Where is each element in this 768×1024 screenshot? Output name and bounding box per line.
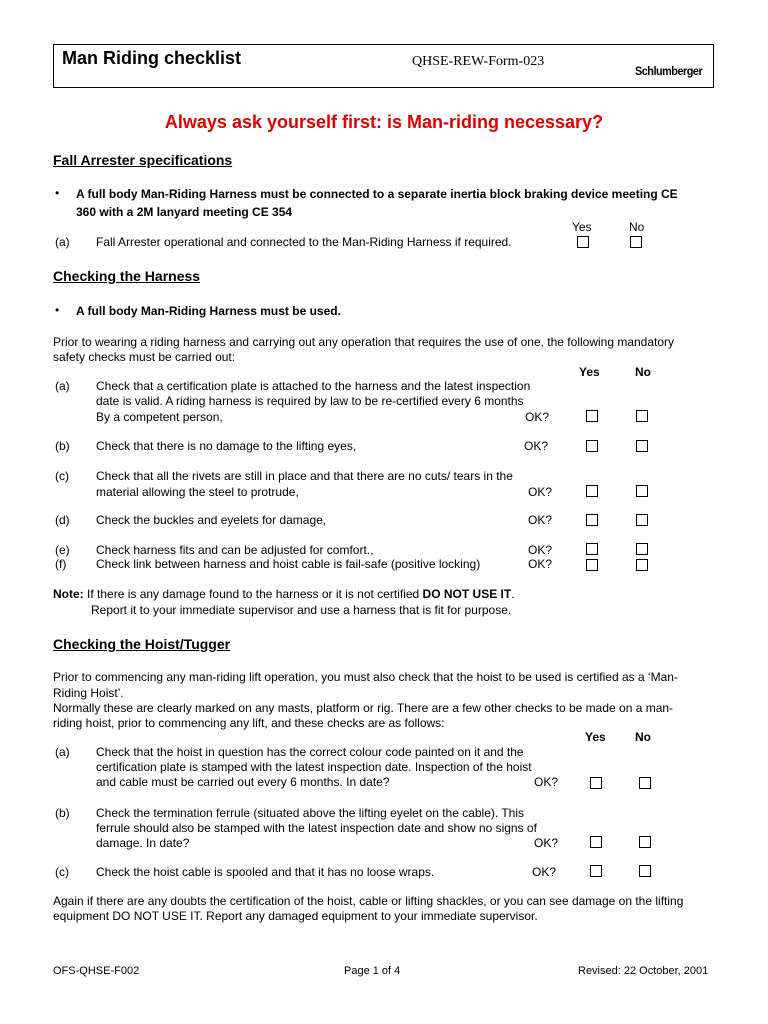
hoist-closing-line2: equipment DO NOT USE IT. Report any damaged equipment to your immediate supervisor.	[53, 909, 538, 923]
item-letter: (a)	[55, 379, 70, 393]
item-letter: (b)	[55, 806, 70, 820]
no-column-label: No	[635, 365, 651, 379]
item-letter: (a)	[55, 235, 70, 249]
harness-note-line1	[53, 587, 515, 601]
form-code: QHSE-REW-Form-023	[412, 54, 545, 69]
item-text-line: Check that the hoist in question has the correct colour code painted on it and the	[96, 745, 524, 759]
note-period: .	[511, 587, 515, 601]
item-text-line: Check harness fits and can be adjusted for comfort.,	[96, 543, 374, 557]
item-text-line: By a competent person,	[96, 410, 223, 424]
item-letter: (f)	[55, 557, 67, 571]
item-text-line: certification plate is stamped with the latest inspection date. Inspection of the hoist	[96, 760, 532, 774]
item-text-line: and cable must be carried out every 6 months. In date?	[96, 775, 390, 789]
note-text: If there is any damage found to the harness or it is not certified	[87, 587, 420, 601]
harness-e-no-checkbox[interactable]	[636, 543, 648, 555]
hoist-b-no-checkbox[interactable]	[639, 836, 651, 848]
item-text-line: material allowing the steel to protrude,	[96, 485, 299, 499]
item-text: Fall Arrester operational and connected to the Man-Riding Harness if required.	[96, 235, 512, 249]
item-text-line: date is valid. A riding harness is required by law to be re-certified every 6 months	[96, 394, 524, 408]
item-text-line: Check that there is no damage to the lifting eyes,	[96, 439, 357, 453]
item-text-line: Check the buckles and eyelets for damage,	[96, 513, 327, 527]
harness-b-no-checkbox[interactable]	[636, 440, 648, 452]
harness-a-no-checkbox[interactable]	[636, 410, 648, 422]
ok-label: OK?	[524, 439, 549, 453]
item-text-line: Check the hoist cable is spooled and that it has no loose wraps.	[96, 865, 435, 879]
hoist-intro-line: riding hoist, prior to commencing any lift, and these checks are as follows:	[53, 716, 445, 730]
harness-d-no-checkbox[interactable]	[636, 514, 648, 526]
hoist-intro-line: Prior to commencing any man-riding lift operation, you must also check that the hoist to be used is certified as a ‘Man-	[53, 670, 678, 684]
ok-label: OK?	[532, 865, 557, 879]
ok-label: OK?	[528, 543, 553, 557]
hoist-intro-line: Riding Hoist’.	[53, 686, 124, 700]
fall-arrester-a-no-checkbox[interactable]	[630, 236, 642, 248]
harness-a-yes-checkbox[interactable]	[586, 410, 598, 422]
harness-c-yes-checkbox[interactable]	[586, 485, 598, 497]
item-letter: (e)	[55, 543, 70, 557]
bullet-icon: •	[55, 303, 60, 317]
harness-bullet: A full body Man-Riding Harness must be used.	[76, 304, 341, 318]
no-column-label: No	[629, 220, 645, 234]
harness-c-no-checkbox[interactable]	[636, 485, 648, 497]
footer-form-id: OFS-QHSE-F002	[53, 965, 140, 977]
item-text-line: Check that all the rivets are still in place and that there are no cuts/ tears in the	[96, 469, 513, 483]
note-warning: DO NOT USE IT	[422, 587, 512, 601]
item-letter: (b)	[55, 439, 70, 453]
harness-intro-line2: safety checks must be carried out:	[53, 350, 236, 364]
hoist-intro-line: Normally these are clearly marked on any masts, platform or rig. There are a few other checks to be made on a man-	[53, 701, 674, 715]
harness-e-yes-checkbox[interactable]	[586, 543, 598, 555]
hoist-a-yes-checkbox[interactable]	[590, 777, 602, 789]
item-text-line: ferrule should also be stamped with the latest inspection date and show no signs of	[96, 821, 537, 835]
key-question: Always ask yourself first: is Man-riding necessary?	[164, 112, 604, 132]
harness-f-yes-checkbox[interactable]	[586, 559, 598, 571]
item-letter: (a)	[55, 745, 70, 759]
ok-label: OK?	[528, 485, 553, 499]
ok-label: OK?	[528, 557, 553, 571]
hoist-a-no-checkbox[interactable]	[639, 777, 651, 789]
item-text-line: Check that a certification plate is attached to the harness and the latest inspection	[96, 379, 531, 393]
hoist-closing-line1: Again if there are any doubts the certification of the hoist, cable or lifting shackles, or you can see damage on the lifting	[53, 894, 684, 908]
ok-label: OK?	[534, 836, 559, 850]
item-letter: (d)	[55, 513, 70, 527]
yes-column-label: Yes	[572, 220, 592, 234]
item-letter: (c)	[55, 865, 69, 879]
ok-label: OK?	[528, 513, 553, 527]
fall-arrester-a-yes-checkbox[interactable]	[577, 236, 589, 248]
item-letter: (c)	[55, 469, 69, 483]
yes-column-label: Yes	[579, 365, 600, 379]
harness-note-line2: Report it to your immediate supervisor and use a harness that is fit for purpose.	[91, 603, 512, 617]
note-label: Note:	[53, 587, 84, 601]
fall-arrester-bullet-line1: A full body Man-Riding Harness must be connected to a separate inertia block braking device meeting CE	[76, 187, 678, 201]
harness-f-no-checkbox[interactable]	[636, 559, 648, 571]
yes-column-label: Yes	[585, 730, 606, 744]
hoist-c-no-checkbox[interactable]	[639, 865, 651, 877]
harness-b-yes-checkbox[interactable]	[586, 440, 598, 452]
harness-heading: Checking the Harness	[53, 268, 201, 284]
bullet-icon: •	[55, 186, 60, 200]
ok-label: OK?	[525, 410, 550, 424]
harness-intro-line1: Prior to wearing a riding harness and carrying out any operation that requires the use of one, the following mandatory	[53, 335, 675, 349]
harness-d-yes-checkbox[interactable]	[586, 514, 598, 526]
company-logo: Schlumberger	[635, 64, 703, 78]
footer-revised-date: Revised: 22 October, 2001	[578, 965, 709, 977]
hoist-c-yes-checkbox[interactable]	[590, 865, 602, 877]
no-column-label: No	[635, 730, 651, 744]
fall-arrester-heading: Fall Arrester specifications	[53, 152, 233, 168]
item-text-line: Check link between harness and hoist cable is fail-safe (positive locking)	[96, 557, 481, 571]
fall-arrester-bullet-line2: 360 with a 2M lanyard meeting CE 354	[76, 205, 293, 219]
hoist-heading: Checking the Hoist/Tugger	[53, 636, 231, 652]
footer-page-number: Page 1 of 4	[344, 965, 401, 977]
page-title: Man Riding checklist	[62, 48, 242, 68]
item-text-line: damage. In date?	[96, 836, 190, 850]
ok-label: OK?	[534, 775, 559, 789]
item-text-line: Check the termination ferrule (situated above the lifting eyelet on the cable). This	[96, 806, 525, 820]
hoist-b-yes-checkbox[interactable]	[590, 836, 602, 848]
